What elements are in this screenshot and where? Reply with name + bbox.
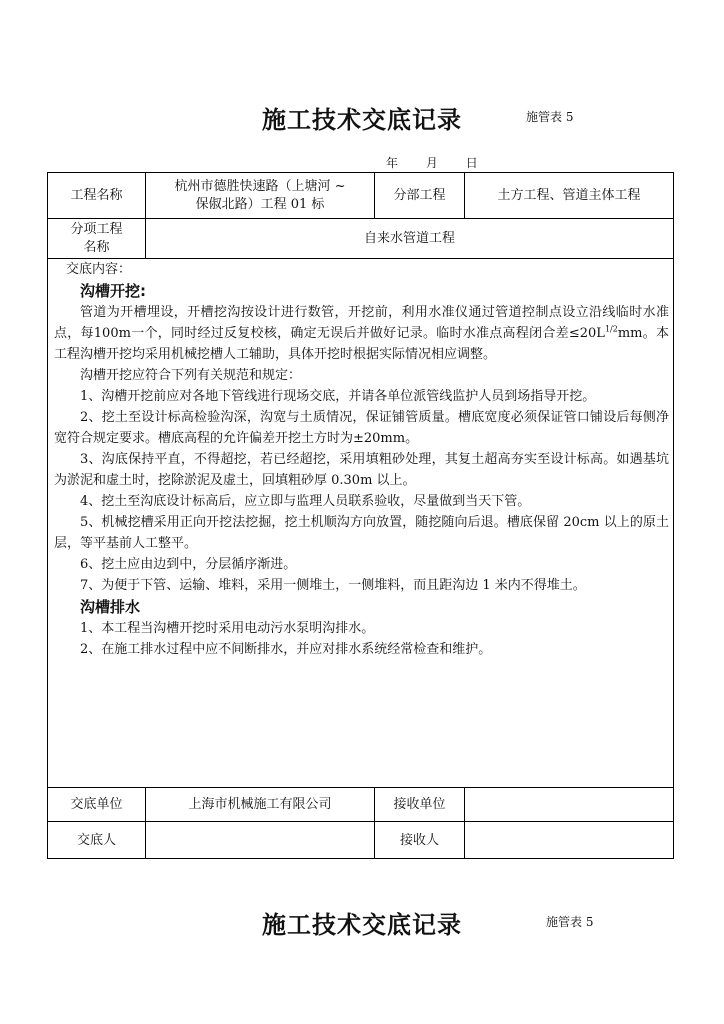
list-item: 7、为便于下管、运输、堆料，采用一侧堆土，一侧堆料，而且距沟边 1 米内不得堆土。 xyxy=(80,578,586,593)
project-name-label: 工程名称 xyxy=(70,187,123,203)
disclosure-form-table xyxy=(47,172,674,859)
section-trench-drainage-title: 沟槽排水 xyxy=(80,598,141,616)
form-code: 施管表 5 xyxy=(526,110,574,124)
paragraph: 沟槽开挖应符合下列有关规范和规定： xyxy=(80,368,302,383)
date-year-label: 年 xyxy=(386,156,401,170)
list-item: 1、沟槽开挖前应对各地下管线进行现场交底，并请各单位派管线监护人员到场指导开挖。 xyxy=(80,389,596,404)
project-name-line2: 保俶北路）工程 01 标 xyxy=(195,196,325,212)
delivering-person-value xyxy=(146,822,374,859)
content-label: 交底内容： xyxy=(66,262,132,277)
superscript: 1/2 xyxy=(604,324,618,334)
list-item: 2、挖土至设计标高检验沟深，沟宽与土质情况，保证铺管质量。槽底宽度必须保证管口铺设后每侧净宽符合规定要求。槽底高程的允许偏差开挖土方时为±20mm。 xyxy=(54,410,669,446)
subitem-value: 自来水管道工程 xyxy=(363,230,455,246)
date-day-label: 日 xyxy=(465,156,480,170)
date-row xyxy=(386,154,500,171)
delivering-unit-value: 上海市机械施工有限公司 xyxy=(188,796,332,812)
delivering-unit-label: 交底单位 xyxy=(70,796,123,812)
list-item: 1、本工程当沟槽开挖时采用电动污水泵明沟排水。 xyxy=(80,621,375,636)
receiving-unit-value xyxy=(465,788,673,821)
subitem-label xyxy=(48,219,145,258)
paragraph xyxy=(54,302,669,365)
paragraph-text: mm。本工程沟槽开挖均采用机械挖槽人工辅助，具体开挖时根据实际情况相应调整。 xyxy=(54,326,669,362)
next-page-title: 施工技术交底记录 xyxy=(262,911,462,939)
receiving-person-label: 接收人 xyxy=(399,832,439,848)
receiving-unit-label: 接收单位 xyxy=(393,796,446,812)
disclosure-content xyxy=(48,259,673,660)
list-item: 4、挖土至沟底设计标高后，应立即与监理人员联系验收，尽量做到当天下管。 xyxy=(80,494,531,509)
project-name-line1: 杭州市德胜快速路（上塘河 ~ xyxy=(174,178,346,194)
division-value: 土方工程、管道主体工程 xyxy=(497,187,641,203)
paragraph-text: 管道为开槽埋设，开槽挖沟按设计进行数管，开挖前，利用水准仪通过管道控制点设立沿线临时水准点，每100m一个，同时经过反复校核，确定无误后并做好记录。临时水准点高程闭合差≤20L xyxy=(54,305,669,341)
date-month-label: 月 xyxy=(425,156,440,170)
list-item: 2、在施工排水过程中应不间断排水，并应对排水系统经常检查和维护。 xyxy=(80,642,492,657)
list-item: 5、机械挖槽采用正向开挖法挖掘，挖土机顺沟方向放置，随挖随向后退。槽底保留 20cm 以上的原土层，等平基前人工整平。 xyxy=(54,515,669,551)
subitem-label-line1: 分项工程 xyxy=(70,221,123,237)
delivering-person-label: 交底人 xyxy=(76,832,116,848)
project-name-value xyxy=(146,173,374,218)
section-trench-excavation-title: 沟槽开挖: xyxy=(80,282,146,300)
document-title: 施工技术交底记录 xyxy=(262,106,462,134)
next-page-form-code: 施管表 5 xyxy=(546,915,594,929)
receiving-person-value xyxy=(465,822,673,859)
list-item: 3、沟底保持平直，不得超挖，若已经超挖，采用填粗砂处理，其复土超高夯实至设计标高。如遇基坑为淤泥和虚土时，挖除淤泥及虚土，回填粗砂厚 0.30m 以上。 xyxy=(54,452,669,488)
subitem-label-line2: 名称 xyxy=(83,239,110,255)
division-label: 分部工程 xyxy=(393,187,446,203)
list-item: 6、挖土应由边到中，分层循序渐进。 xyxy=(80,557,297,572)
